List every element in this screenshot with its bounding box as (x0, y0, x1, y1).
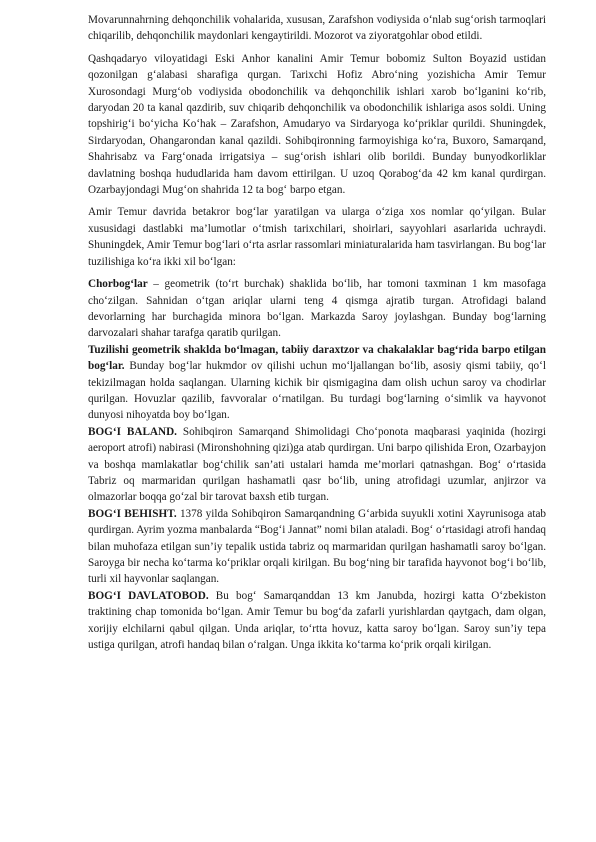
paragraph-gardens-intro: Amir Temur davrida betakror bog‘lar yaratilgan va ularga o‘ziga xos nomlar qo‘yilgan. Bular xususidagi dastlabki ma’lumotlar o‘tmish tarixchilari, shoirlari, sayyohlari asarlarida uchraydi. Shuningdek, Amir Temur bog‘lari o‘rta asrlar rassomlari miniaturalarida ham tasvirlangan. Bu bog‘lar tuzilishiga ko‘ra ikki xil bo‘lgan: (88, 206, 546, 268)
term-bogi-baland: BOG‘I BALAND. (88, 425, 177, 438)
term-bogi-behisht: BOG‘I BEHISHT. (88, 507, 177, 520)
paragraph-natural-gardens (88, 342, 546, 424)
paragraph-bogi-baland (88, 424, 546, 506)
paragraph-bogi-davlatobod (88, 588, 546, 654)
paragraph-chorbog (88, 276, 546, 342)
paragraph-bogi-behisht (88, 506, 546, 588)
bogi-davlatobod-description: Bu bog‘ Samarqanddan 13 km Janubda, hozirgi katta O‘zbekiston traktining chap tomonida bo‘lgan. Amir Temur bu bog‘da zafarli yurishlardan qaytgach, dam olgan, xorijiy elchilarni qabul qilgan. Unda ariqlar, to‘rtta hovuz, katta saroy bo‘lgan. Saroy sun’iy tepa ustiga qurilgan, atrofi handaq bilan o‘ralgan. Unga ikkita ko‘tarma ko‘prik orqali kirilgan. (88, 589, 546, 652)
bogi-baland-description: Sohibqiron Samarqand Shimolidagi Cho‘ponota maqbarasi yaqinida (hozirgi aeroport atrofi) nabirasi (Mironshohning qizi)ga atab qurdirgan. Uni barpo qilishida Eron, Ozarbayjon va boshqa mamlakatlar bog‘chilik san’ati ustalari hamda me’morlari qatnashgan. Bog‘ o‘rtasida Tabriz oq marmaridan qurilgan hashamatli qasr bo‘lib, uning atrofidagi uzumlar, anjirzor va olmazorlar boqqa go‘zal bir tarovat baxsh etib turgan. (88, 425, 546, 504)
natural-gardens-description: Bunday bog‘lar hukmdor ov qilishi uchun mo‘ljallangan bo‘lib, asosiy qismi tabiiy, qo‘l tekizilmagan holda saqlangan. Ularning kichik bir qismigagina dam olish uchun saroy va chodirlar qurilgan. Hovuzlar qazilib, favvoralar o‘rnatilgan. Bu turdagi bog‘larning o‘simlik va hayvonot dunyosi nihoyatda boy bo‘lgan. (88, 360, 546, 422)
chorbog-description: – geometrik (to‘rt burchak) shaklida bo‘lib, har tomoni taxminan 1 km masofaga cho‘zilgan. Sahnidan o‘tgan ariqlar ularni teng 4 qismga ajratib turgan. Atrofidagi baland devorlarning har burchagida minora bo‘lgan. Markazda Saroy joylashgan. Bunday bog‘larning darvozalari shahar tarafga qaratib qurilgan. (88, 278, 546, 340)
bogi-behisht-description: 1378 yilda Sohibqiron Samarqandning G‘arbida suyukli xotini Xayrunisoga atab qurdirgan. Ayrim yozma manbalarda “Bog‘i Jannat” nomi bilan ataladi. Bog‘ o‘rtasidagi atrofi handaq bilan muhofaza etilgan sun’iy tepalik ustida tabriz oq marmaridan qurilgan hashamatli saroy bo‘lgan. Saroyga bir necha ko‘tarma ko‘priklar orqali kirilgan. Bu bog‘ning bir tarafida hayvonot bog‘i bo‘lib, turli xil hayvonlar saqlangan. (88, 507, 547, 586)
term-chorboglar: Chorbog‘lar (88, 278, 148, 291)
term-natural-gardens: Tuzilishi geometrik shaklda bo‘lmagan, tabiiy daraxtzor va chakalaklar bag‘rida barpo etilgan bog‘lar. (88, 343, 546, 373)
paragraph-irrigation: Movarunnahrning dehqonchilik vohalarida, xususan, Zarafshon vodiysida o‘nlab sug‘orish tarmoqlari chiqarilib, dehqonchilik maydonlari kengaytirildi. Mozorot va ziyoratgohlar obod etildi. (88, 14, 546, 43)
document-page (88, 12, 546, 653)
paragraph-kashkadarya: Qashqadaryo viloyatidagi Eski Anhor kanalini Amir Temur bobomiz Sulton Boyazid ustidan qozonilgan g‘alabasi sharafiga qurgan. Tarixchi Hofiz Abro‘ning yozishicha Amir Temur Xurosondagi Murg‘ob vodiysida obodonchilik va dehqonchilik ishlari xarob bo‘lganini ko‘rib, daryodan 20 ta kanal qazdirib, suv chiqarib dehqonchilik va obodonchilik ishlariga asos soldi. Uning topshirig‘i bo‘yicha Ko‘hak – Zarafshon, Amudaryo va Sirdaryoga ko‘priklar qurildi. Shuningdek, Sirdaryodan, Ohangarondan kanal qazildi. Sohibqironning farmoyishiga ko‘ra, Buxoro, Samarqand, Shahrisabz va Farg‘onada irrigatsiya – sug‘orish ishlari olib borildi. Bunday bunyodkorliklar davlatning boshqa hududlarida ham davom ettirilgan. U uzoq Qorabog‘da 42 km kanal qurdirgan. Ozarbayjondagi Mug‘on shahrida 12 ta bog‘ barpo etgan. (88, 52, 546, 197)
term-bogi-davlatobod: BOG‘I DAVLATOBOD. (88, 589, 209, 602)
